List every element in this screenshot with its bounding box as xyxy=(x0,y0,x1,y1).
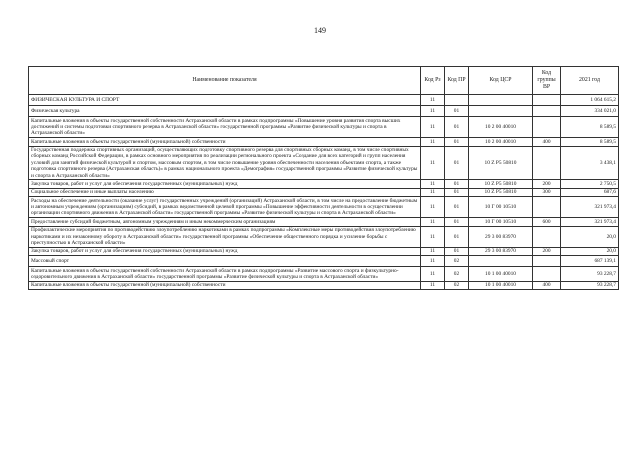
table-row xyxy=(29,218,619,226)
row-name: Расходы на обеспечение деятельности (оказание услуг) государственных учреждений (организаций) Астраханской области, в том числе на предоставление бюджетным и автономным учреждениям (организациям) субсидий, в рамках ведомственной целевой программы «Повышение эффективности деятельности в осуществлении организации спортивного движения в Астраханской области» государственной программы «Развитие физической культуры и спорта в Астраханской области» xyxy=(29,197,421,218)
row-csr: 10 Z P5 50810 xyxy=(469,188,533,196)
row-csr: 10 2 00 40010 xyxy=(469,117,533,138)
row-name: Социальное обеспечение и иные выплаты населению xyxy=(29,188,421,196)
row-pr: 01 xyxy=(445,138,469,146)
row-amount: 20,0 xyxy=(561,247,619,255)
table-row xyxy=(29,256,619,267)
row-vr xyxy=(533,197,561,218)
table-row xyxy=(29,180,619,188)
row-amount: 93 228,7 xyxy=(561,267,619,282)
header-vr: Код группы ВР xyxy=(533,67,561,95)
header-pr: Код ПР xyxy=(445,67,469,95)
row-pr: 01 xyxy=(445,226,469,247)
row-csr: 10 Z P5 50810 xyxy=(469,146,533,180)
row-csr: 10 Г 00 10510 xyxy=(469,218,533,226)
row-rz: 11 xyxy=(421,267,445,282)
row-vr: 200 xyxy=(533,180,561,188)
row-vr xyxy=(533,117,561,138)
table-row xyxy=(29,226,619,247)
row-rz: 11 xyxy=(421,226,445,247)
row-name: Капитальные вложения в объекты государственной (муниципальной) собственности xyxy=(29,138,421,146)
row-name: Капитальные вложения в объекты государственной собственности Астраханской области в рамках подпрограммы «Повышение уровня развития спорта высших достижений и системы подготовки спортивного резерва в Астраханской области» государственной программы «Развитие физической культуры и спорта в Астраханской области» xyxy=(29,117,421,138)
row-vr xyxy=(533,146,561,180)
row-rz: 11 xyxy=(421,117,445,138)
row-pr: 01 xyxy=(445,117,469,138)
row-amount: 20,0 xyxy=(561,226,619,247)
row-pr: 01 xyxy=(445,146,469,180)
row-vr: 600 xyxy=(533,218,561,226)
row-pr: 02 xyxy=(445,256,469,267)
table-row xyxy=(29,188,619,196)
row-amount: 687 139,1 xyxy=(561,256,619,267)
row-amount: 334 021,0 xyxy=(561,106,619,117)
row-pr xyxy=(445,95,469,106)
row-pr: 01 xyxy=(445,247,469,255)
row-csr xyxy=(469,256,533,267)
row-csr: 10 1 00 40010 xyxy=(469,281,533,289)
row-pr: 01 xyxy=(445,197,469,218)
row-rz: 11 xyxy=(421,146,445,180)
header-name: Наименование показателя xyxy=(29,67,421,95)
row-pr: 02 xyxy=(445,281,469,289)
row-amount: 3 438,1 xyxy=(561,146,619,180)
row-pr: 01 xyxy=(445,218,469,226)
row-rz: 11 xyxy=(421,188,445,196)
row-name: Капитальные вложения в объекты государственной собственности Астраханской области в рамках подпрограммы «Развитие массового спорта и физкультурно-оздоровительного движения в Астраханской области» государственной программы «Развитие физической культуры и спорта в Астраханской области» xyxy=(29,267,421,282)
row-csr: 10 2 00 40010 xyxy=(469,138,533,146)
row-amount: 8 589,5 xyxy=(561,138,619,146)
row-rz: 11 xyxy=(421,106,445,117)
row-name: Физическая культура xyxy=(29,106,421,117)
row-rz: 11 xyxy=(421,180,445,188)
row-vr: 400 xyxy=(533,281,561,289)
row-vr: 300 xyxy=(533,188,561,196)
table-row xyxy=(29,95,619,106)
row-vr xyxy=(533,95,561,106)
row-name: Капитальные вложения в объекты государственной (муниципальной) собственности xyxy=(29,281,421,289)
row-amount: 2 750,5 xyxy=(561,180,619,188)
row-name: Закупка товаров, работ и услуг для обеспечения государственных (муниципальных) нужд xyxy=(29,180,421,188)
row-name: Государственная поддержка спортивных организаций, осуществляющих подготовку спортивного резерва для спортивных сборных команд, в том числе спортивных сборных команд Российской Федерации, в рамках основного мероприятия по реализации регионального проекта «Создание для всех категорий и групп населения условий для занятий физической культурой и спортом, массовым спортом, в том числе повышение уровня обеспеченности населения объектами спорта, а также подготовка спортивного резерва (Астраханская область)» в рамках национального проекта «Демография» государственной программы «Развитие физической культуры и спорта в Астраханской области» xyxy=(29,146,421,180)
row-rz: 11 xyxy=(421,197,445,218)
row-amount: 93 228,7 xyxy=(561,281,619,289)
table-row xyxy=(29,281,619,289)
table-row xyxy=(29,146,619,180)
row-name: ФИЗИЧЕСКАЯ КУЛЬТУРА И СПОРТ xyxy=(29,95,421,106)
row-vr: 400 xyxy=(533,138,561,146)
header-rz: Код Рз xyxy=(421,67,445,95)
row-name: Предоставление субсидий бюджетным, автономным учреждениям и иным некоммерческим организациям xyxy=(29,218,421,226)
row-vr xyxy=(533,267,561,282)
row-csr: 29 3 00 83970 xyxy=(469,247,533,255)
table-body xyxy=(29,95,619,290)
row-rz: 11 xyxy=(421,247,445,255)
row-csr xyxy=(469,95,533,106)
row-name: Профилактические мероприятия по противодействию злоупотреблению наркотиками в рамках подпрограммы «Комплексные меры противодействия злоупотреблению наркотиками и их незаконному обороту в Астраханской области» государственной программы «Обеспечение общественного порядка и усиление борьбы с преступностью в Астраханской области» xyxy=(29,226,421,247)
table-row xyxy=(29,106,619,117)
table-row xyxy=(29,267,619,282)
row-amount: 687,6 xyxy=(561,188,619,196)
row-amount: 1 064 615,2 xyxy=(561,95,619,106)
row-rz: 11 xyxy=(421,281,445,289)
table-row xyxy=(29,197,619,218)
row-vr xyxy=(533,106,561,117)
row-rz: 11 xyxy=(421,138,445,146)
row-vr xyxy=(533,226,561,247)
row-pr: 02 xyxy=(445,267,469,282)
table-row xyxy=(29,247,619,255)
row-rz: 11 xyxy=(421,218,445,226)
row-amount: 321 973,4 xyxy=(561,218,619,226)
row-csr: 29 3 00 83970 xyxy=(469,226,533,247)
row-name: Массовый спорт xyxy=(29,256,421,267)
row-amount: 321 973,4 xyxy=(561,197,619,218)
row-amount: 8 589,5 xyxy=(561,117,619,138)
row-pr: 01 xyxy=(445,180,469,188)
row-pr: 01 xyxy=(445,106,469,117)
row-vr: 200 xyxy=(533,247,561,255)
row-vr xyxy=(533,256,561,267)
row-csr: 10 Г 00 10510 xyxy=(469,197,533,218)
budget-table xyxy=(28,66,619,290)
row-rz: 11 xyxy=(421,95,445,106)
row-csr: 10 Z P5 50810 xyxy=(469,180,533,188)
row-rz: 11 xyxy=(421,256,445,267)
table-header-row xyxy=(29,67,619,95)
row-pr: 01 xyxy=(445,188,469,196)
row-csr xyxy=(469,106,533,117)
table-row xyxy=(29,117,619,138)
header-csr: Код ЦСР xyxy=(469,67,533,95)
header-year: 2021 год xyxy=(561,67,619,95)
row-csr: 10 1 00 40010 xyxy=(469,267,533,282)
page-number: 149 xyxy=(314,26,326,35)
table-row xyxy=(29,138,619,146)
row-name: Закупка товаров, работ и услуг для обеспечения государственных (муниципальных) нужд xyxy=(29,247,421,255)
